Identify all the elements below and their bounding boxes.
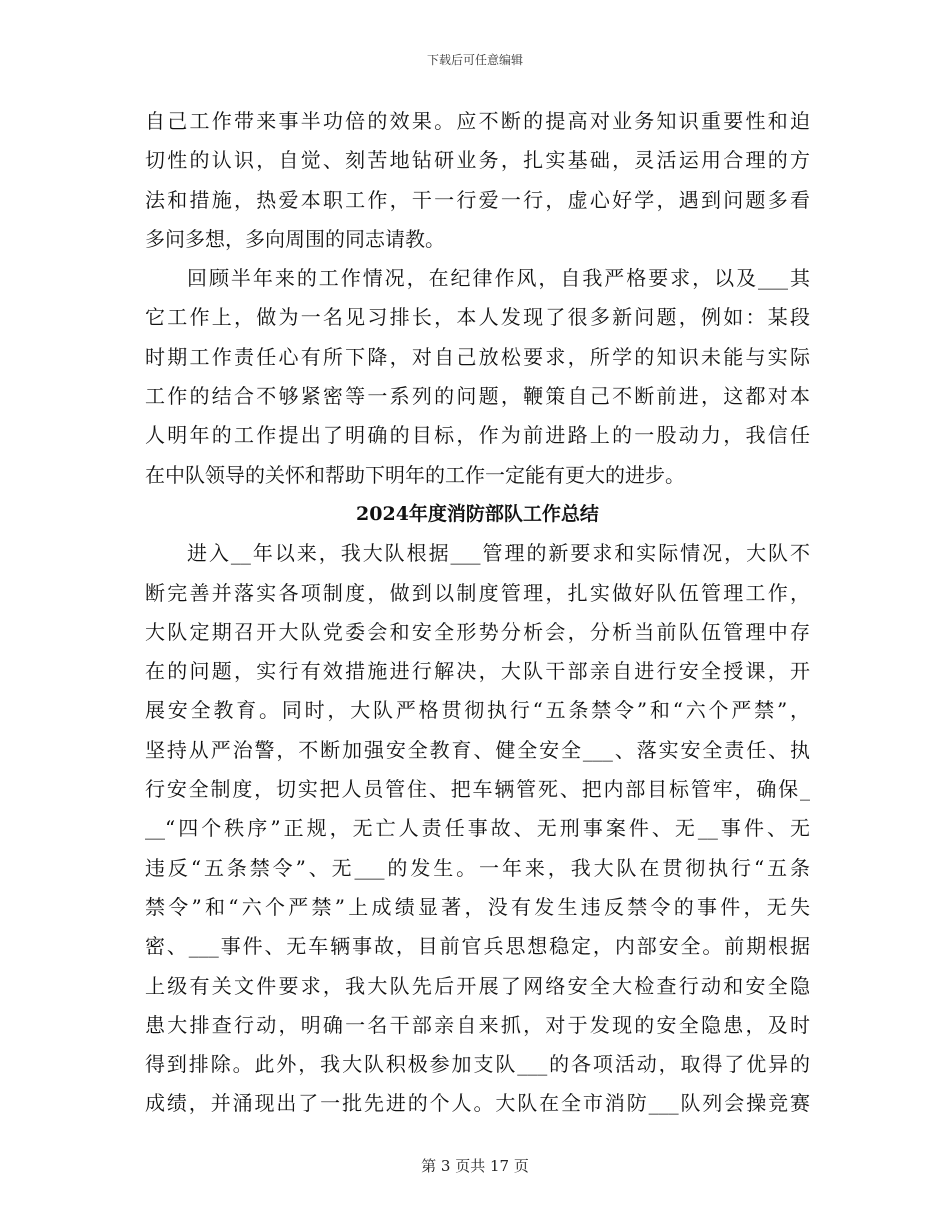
paragraph-line: 多问多想，多向周围的同志请教。 bbox=[145, 226, 445, 251]
paragraph-line: 自己工作带来事半功倍的效果。应不断的提高对业务知识重要性和迫 bbox=[145, 109, 810, 133]
paragraph-line: 坚持从严治警，不断加强安全教育、健全安全___、落实安全责任、执 bbox=[145, 737, 810, 762]
paragraph-line: 在的问题，实行有效措施进行解决，大队干部亲自进行安全授课，开 bbox=[145, 659, 810, 684]
page-footer: 第 3 页共 17 页 bbox=[421, 1157, 529, 1175]
paragraph-line: 展安全教育。同时，大队严格贯彻执行“五条禁令”和“六个严禁”， bbox=[145, 698, 810, 723]
paragraph-line: 断完善并落实各项制度，做到以制度管理，扎实做好队伍管理工作， bbox=[145, 580, 810, 605]
paragraph-line: 密、___事件、无车辆事故，目前官兵思想稳定，内部安全。前期根据 bbox=[145, 934, 810, 959]
paragraph-line: 上级有关文件要求，我大队先后开展了网络安全大检查行动和安全隐 bbox=[145, 973, 810, 998]
paragraph-line: 它工作上，做为一名见习排长，本人发现了很多新问题，例如：某段 bbox=[145, 305, 810, 330]
page-header: 下载后可任意编辑 bbox=[426, 53, 523, 67]
paragraph-line: 患大排查行动，明确一名干部亲自来抓，对于发现的安全隐患，及时 bbox=[145, 1012, 810, 1037]
section-title: 2024年度消防部队工作总结 bbox=[356, 502, 599, 525]
paragraph-line: 违反“五条禁令”、无___的发生。一年来，我大队在贯彻执行“五条 bbox=[145, 855, 810, 880]
paragraph-line: 进入__年以来，我大队根据___管理的新要求和实际情况，大队不 bbox=[187, 541, 810, 566]
paragraph-line: 成绩，并涌现出了一批先进的个人。大队在全市消防___队列会操竞赛 bbox=[145, 1091, 810, 1116]
paragraph-line: 工作的结合不够紧密等一系列的问题，鞭策自己不断前进，这都对本 bbox=[145, 384, 810, 409]
paragraph-line: 禁令”和“六个严禁”上成绩显著，没有发生违反禁令的事件，无失 bbox=[145, 894, 810, 919]
paragraph-line: 行安全制度，切实把人员管住、把车辆管死、把内部目标管牢，确保_ bbox=[145, 777, 810, 802]
paragraph-line: 法和措施，热爱本职工作，干一行爱一行，虚心好学，遇到问题多看 bbox=[145, 187, 810, 212]
paragraph-line: 时期工作责任心有所下降，对自己放松要求，所学的知识未能与实际 bbox=[145, 344, 810, 369]
paragraph-line: 人明年的工作提出了明确的目标，作为前进路上的一股动力，我信任 bbox=[145, 423, 810, 448]
paragraph-line: 得到排除。此外，我大队积极参加支队___的各项活动，取得了优异的 bbox=[145, 1052, 810, 1077]
paragraph-line: 大队定期召开大队党委会和安全形势分析会，分析当前队伍管理中存 bbox=[145, 619, 810, 644]
paragraph-line: 回顾半年来的工作情况，在纪律作风，自我严格要求，以及___其 bbox=[187, 266, 810, 291]
paragraph-line: 切性的认识，自觉、刻苦地钻研业务，扎实基础，灵活运用合理的方 bbox=[145, 148, 810, 173]
paragraph-line: __“四个秩序”正规，无亡人责任事故、无刑事案件、无__事件、无 bbox=[145, 816, 810, 841]
document-body bbox=[145, 102, 810, 1124]
paragraph-line: 在中队领导的关怀和帮助下明年的工作一定能有更大的进步。 bbox=[145, 462, 685, 487]
